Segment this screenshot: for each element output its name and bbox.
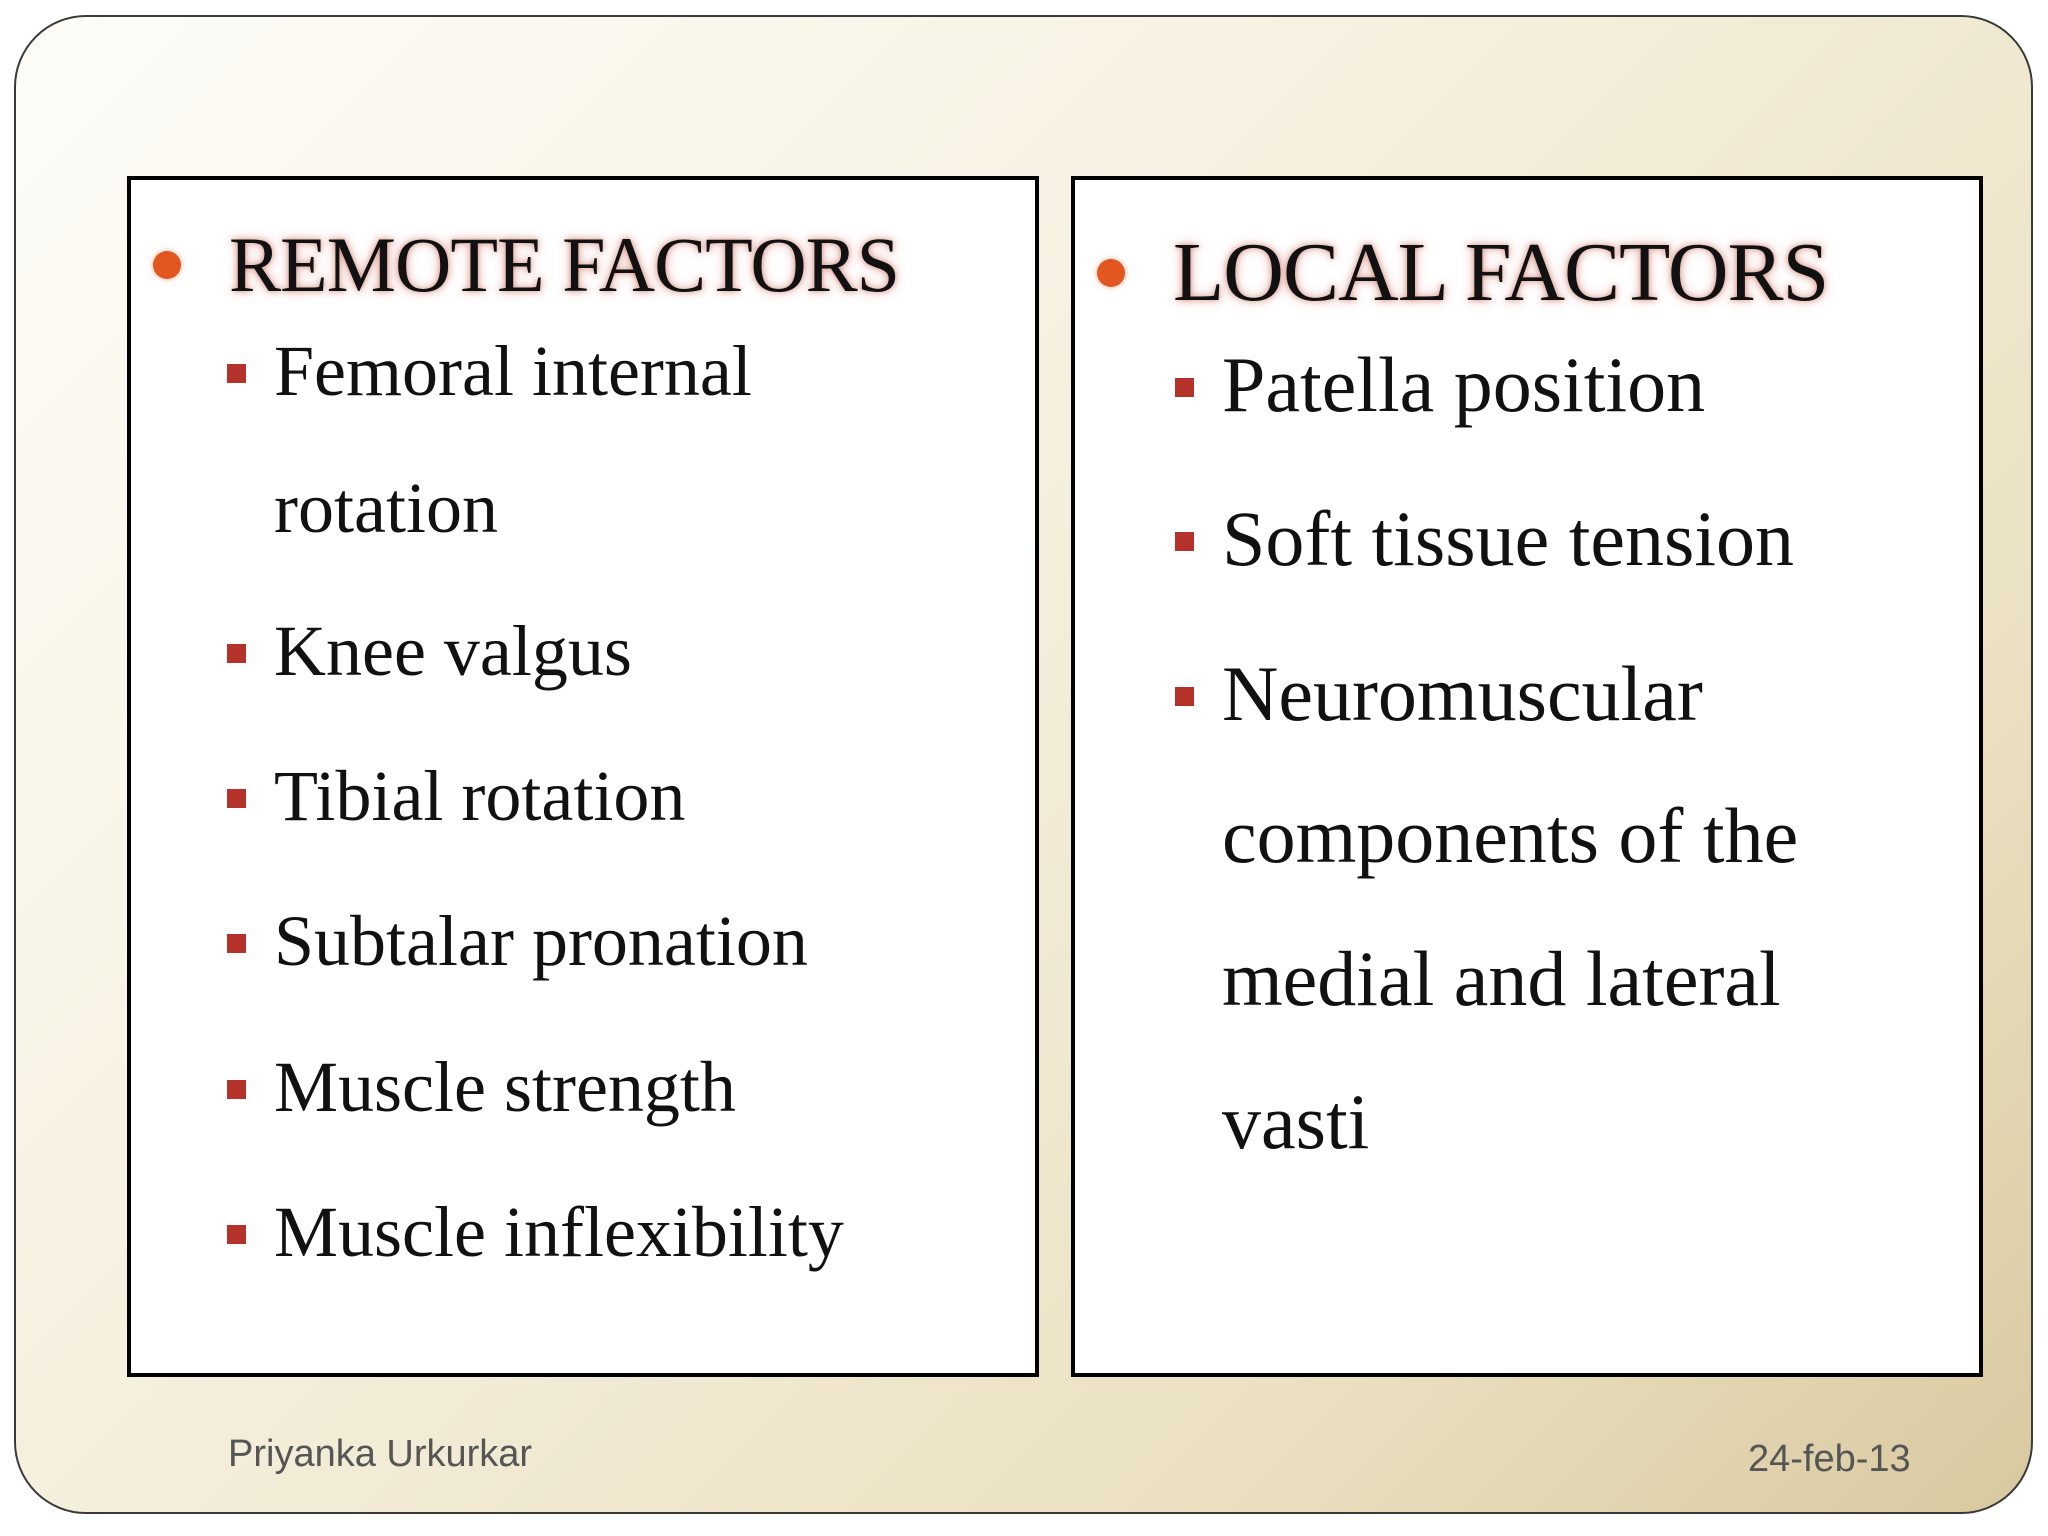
local-factors-panel (1071, 176, 1983, 1377)
square-bullet-icon (227, 789, 246, 808)
list-item-text: Tibial rotation (274, 756, 686, 836)
list-item-continuation: medial and lateral (1222, 935, 1781, 1022)
list-item (1175, 340, 1705, 430)
list-item (227, 1191, 844, 1274)
list-item-text: Soft tissue tension (1222, 495, 1795, 582)
list-item-text: Neuromuscular (1222, 650, 1703, 737)
square-bullet-icon (227, 364, 246, 383)
remote-factors-heading-row (153, 220, 899, 310)
local-factors-heading: LOCAL FACTORS (1173, 226, 1829, 319)
list-item-text: Femoral internal (274, 331, 752, 411)
list-item-continuation: vasti (1222, 1078, 1370, 1165)
list-item (227, 1046, 736, 1129)
list-item (227, 755, 685, 838)
local-factors-heading-row (1097, 224, 1828, 321)
list-item-continuation: rotation (274, 468, 498, 548)
square-bullet-icon (1175, 687, 1194, 706)
remote-factors-heading: REMOTE FACTORS (229, 221, 900, 308)
square-bullet-icon (1175, 378, 1194, 397)
footer-date: 24-feb-13 (1748, 1438, 1911, 1480)
footer-author: Priyanka Urkurkar (228, 1433, 533, 1475)
square-bullet-icon (227, 934, 246, 953)
list-item-text: Muscle strength (274, 1047, 736, 1127)
square-bullet-icon (1175, 532, 1194, 551)
list-item (227, 900, 808, 983)
list-item (1175, 494, 1794, 584)
list-item-text: Knee valgus (274, 611, 632, 691)
square-bullet-icon (227, 1225, 246, 1244)
round-bullet-icon (1097, 259, 1125, 287)
list-item (227, 330, 752, 413)
list-item-text: Patella position (1222, 341, 1706, 428)
list-item-continuation: components of the (1222, 792, 1799, 879)
list-item (1175, 649, 1703, 739)
remote-factors-panel (127, 176, 1039, 1377)
list-item (227, 610, 632, 693)
list-item-text: Subtalar pronation (274, 901, 808, 981)
square-bullet-icon (227, 644, 246, 663)
slide (14, 15, 2033, 1514)
list-item-text: Muscle inflexibility (274, 1192, 844, 1272)
square-bullet-icon (227, 1080, 246, 1099)
round-bullet-icon (153, 251, 181, 279)
